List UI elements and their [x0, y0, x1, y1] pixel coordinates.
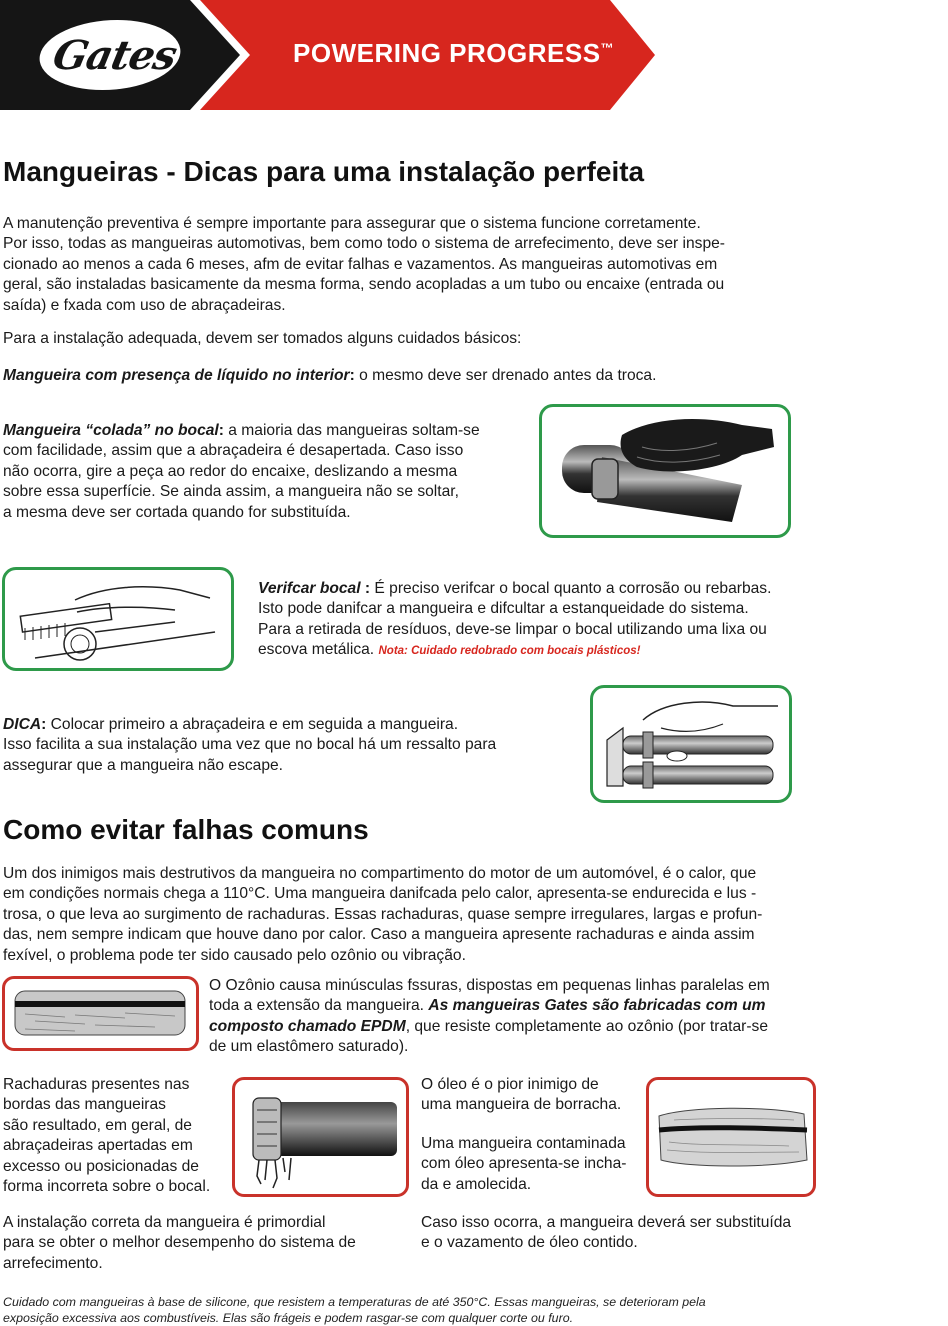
oil-line: uma mangueira de borracha.	[421, 1096, 622, 1114]
check-nozzle-label: Verifcar bocal	[258, 580, 361, 597]
cracked-hose-illustration	[235, 1080, 406, 1194]
intro-line: Por isso, todas as mangueiras automotivas, bem como todo o sistema de arrefecimento, deve ser inspe-	[3, 235, 725, 253]
check-nozzle-tip: Verifcar bocal : É preciso verifcar o bocal quanto a corrosão ou rebarbas. Isto pode danifcar a mangueira e difcultar a estanqueidade do sistema. Para a retirada de resíduos, deve-se limpar o bocal utilizando uma lixa ou escova metálica. Nota: Cuidado redobrado com bocais plásticos!	[258, 579, 818, 662]
gates-logo-text: Gates	[48, 32, 181, 79]
ozone-hose-illustration	[5, 979, 196, 1048]
stuck-line: sobre essa superfície. Se ainda assim, a mangueira não se soltar,	[3, 483, 459, 501]
cracks-line: excesso ou posicionadas de	[3, 1157, 199, 1175]
liquid-tip-label: Mangueira com presença de líquido no interior	[3, 367, 350, 384]
cracks-line: bordas das mangueiras	[3, 1096, 166, 1114]
intro-line: cionado ao menos a cada 6 meses, afm de evitar falhas e vazamentos. As mangueiras automotivas em	[3, 255, 718, 273]
swollen-hose-illustration	[649, 1080, 813, 1194]
oil-line: O óleo é o pior inimigo de	[421, 1076, 599, 1093]
tip-label: DICA	[3, 716, 42, 733]
tip-line: assegurar que a mangueira não escape.	[3, 756, 284, 774]
check-line: Isto pode danifcar a mangueira e difcultar a estanqueidade do sistema.	[258, 600, 749, 618]
stuck-line: não ocorra, gire a peça ao redor do encaixe, deslizando a mesma	[3, 462, 458, 480]
section2-line: das, nem sempre indicam que houve dano por calor. Caso a mangueira apresente rachaduras e ainda assim	[3, 926, 755, 944]
install-paragraph	[3, 1213, 413, 1274]
stuck-line: a mesma deve ser cortada quando for substituída.	[3, 503, 351, 521]
ozone-epdm-highlight: As mangueiras Gates são fabricadas com um	[428, 997, 766, 1015]
install-line: A instalação correta da mangueira é primordial	[3, 1214, 326, 1231]
oil-replace	[421, 1213, 821, 1254]
image-hose-removal	[539, 404, 791, 538]
oil-line: Caso isso ocorra, a mangueira deverá ser substituída	[421, 1214, 792, 1231]
oil-line: da e amolecida.	[421, 1175, 532, 1193]
section2-line: em condições normais chega a 110°C. Uma mangueira danifcada pelo calor, apresenta-se endurecida e lus -	[3, 885, 757, 903]
ozone-line: , que resiste completamente ao ozônio (por tratar-se	[405, 1017, 768, 1035]
page-title: Mangueiras - Dicas para uma instalação perfeita	[3, 156, 645, 187]
image-clamp-first	[590, 685, 792, 803]
oil-line: Uma mangueira contaminada	[421, 1135, 626, 1152]
oil-swelling	[421, 1134, 641, 1195]
ozone-epdm-highlight: composto chamado EPDM	[209, 1017, 406, 1035]
ozone-line: O Ozônio causa minúsculas fssuras, dispostas em pequenas linhas paralelas em	[209, 977, 770, 994]
install-line: para se obter o melhor desempenho do sistema de	[3, 1234, 356, 1252]
section2-line: fexível, o problema pode ter sido causado pelo ozônio ou vibração.	[3, 946, 466, 964]
cracks-line: forma incorreta sobre o bocal.	[3, 1178, 211, 1196]
section2-intro	[3, 864, 823, 966]
image-oil-swollen	[646, 1077, 816, 1197]
tagline-text: POWERING PROGRESS	[293, 38, 601, 68]
hose-twist-illustration	[542, 407, 788, 535]
section2-title: Como evitar falhas comuns	[3, 814, 369, 845]
trademark-symbol: ™	[600, 40, 615, 56]
oil-line: e o vazamento de óleo contido.	[421, 1234, 638, 1252]
stuck-line: a maioria das mangueiras soltam-se	[228, 422, 480, 439]
cracks-line: abraçadeiras apertadas em	[3, 1137, 193, 1155]
ozone-line: de um elastômero saturado).	[209, 1038, 409, 1056]
silicone-footer-note	[3, 1294, 933, 1326]
liquid-tip-text: o mesmo deve ser drenado antes da troca.	[359, 367, 657, 384]
stuck-hose-tip: Mangueira “colada” no bocal: a maioria das mangueiras soltam-se com facilidade, assim que a abraçadeira é desapertada. Caso isso não ocorra, gire a peça ao redor do encaixe, deslizando a mesma sobre essa superfície. Se ainda assim, a mangueira não se soltar, a mesma deve ser cortada quando for substituída.	[3, 421, 523, 523]
section2-line: trosa, o que leva ao surgimento de rachaduras. Essas rachaduras, quase sempre irregulares, largas e profun-	[3, 905, 763, 923]
footer-line: exposição excessiva aos combustíveis. Elas são frágeis e podem rasgar-se com qualquer corte ou furo.	[3, 1311, 574, 1325]
intro-paragraph	[3, 214, 823, 316]
image-ozone-cracks	[2, 976, 199, 1051]
check-line: escova metálica.	[258, 641, 375, 659]
stuck-line: com facilidade, assim que a abraçadeira é desapertada. Caso isso	[3, 442, 464, 460]
intro-line: A manutenção preventiva é sempre importante para assegurar que o sistema funcione corretamente.	[3, 215, 701, 232]
image-clamp-cracks	[232, 1077, 409, 1197]
intro-line: geral, são instaladas basicamente da mesma forma, sendo acopladas a um tubo ou encaixe (entrada ou	[3, 276, 725, 294]
tagline	[293, 38, 614, 69]
cracks-line: Rachaduras presentes nas	[3, 1076, 190, 1093]
tip-paragraph: DICA: Colocar primeiro a abraçadeira e em seguida a mangueira. Isso facilita a sua instalação uma vez que no bocal há um ressalto para assegurar que a mangueira não escape.	[3, 715, 563, 776]
tip-line: Colocar primeiro a abraçadeira e em seguida a mangueira.	[50, 716, 459, 733]
plastic-nozzle-note: Nota: Cuidado redobrado com bocais plásticos!	[378, 645, 641, 658]
liquid-tip: Mangueira com presença de líquido no interior: o mesmo deve ser drenado antes da troca.	[3, 367, 657, 384]
brush-illustration	[5, 570, 231, 668]
intro-line: saída) e fxada com uso de abraçadeiras.	[3, 296, 286, 314]
clamp-install-illustration	[593, 688, 789, 800]
install-line: arrefecimento.	[3, 1254, 103, 1272]
stuck-hose-label: Mangueira “colada” no bocal	[3, 422, 219, 439]
ozone-paragraph	[209, 976, 819, 1058]
image-brush-cleaning	[2, 567, 234, 671]
header-banner	[0, 0, 660, 110]
tip-line: Isso facilita a sua instalação uma vez que no bocal há um ressalto para	[3, 736, 497, 754]
care-intro: Para a instalação adequada, devem ser tomados alguns cuidados básicos:	[3, 330, 522, 347]
check-line: Para a retirada de resíduos, deve-se limpar o bocal utilizando uma lixa ou	[258, 620, 767, 638]
oil-line: com óleo apresenta-se incha-	[421, 1155, 627, 1173]
oil-intro	[421, 1075, 641, 1116]
cracks-line: são resultado, em geral, de	[3, 1116, 192, 1134]
footer-line: Cuidado com mangueiras à base de silicone, que resistem a temperaturas de até 350°C. Essas mangueiras, se deterioram pela	[3, 1295, 706, 1309]
ozone-line: toda a extensão da mangueira.	[209, 997, 429, 1015]
section2-line: Um dos inimigos mais destrutivos da mangueira no compartimento do motor de um automóvel, é o calor, que	[3, 865, 757, 882]
cracks-paragraph	[3, 1075, 228, 1197]
check-line: É preciso verifcar o bocal quanto a corrosão ou rebarbas.	[374, 580, 772, 597]
